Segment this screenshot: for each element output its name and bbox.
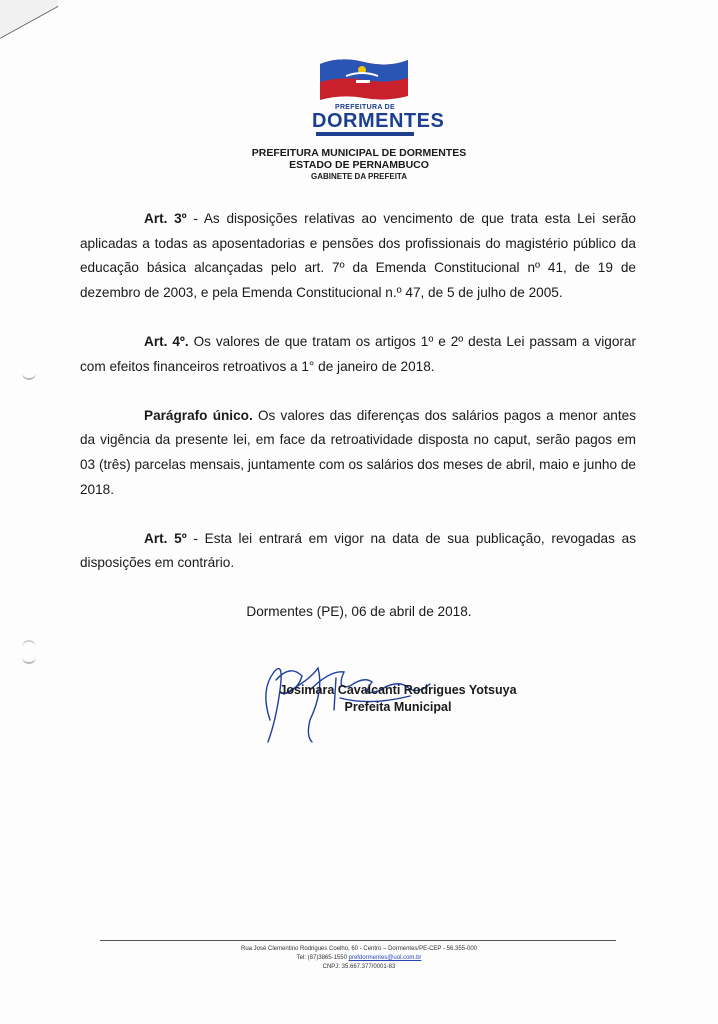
- paragrafo-unico: [80, 404, 636, 502]
- article-text: - Esta lei entrará em vigor na data de sua publicação, revogadas as disposições em contrário.: [80, 530, 636, 571]
- place-and-date: Dormentes (PE), 06 de abril de 2018.: [246, 604, 472, 619]
- footer-cnpj: CNPJ: 35.667.377/0001-83: [322, 964, 396, 970]
- article-heading: Art. 5º: [144, 530, 187, 546]
- article-heading: Art. 3º: [144, 211, 187, 226]
- footer: [0, 945, 718, 972]
- signatory-name: Josimara Cavalcanti Rodrigues Yotsuya: [279, 683, 517, 697]
- footer-divider: [100, 940, 616, 941]
- article-text: Os valores de que tratam os artigos 1º e 2º desta Lei passam a vigorar com efeitos financeiros retroativos a 1° de janeiro de 2018.: [80, 333, 636, 374]
- punch-hole-mark: [22, 652, 36, 664]
- logo-dormentes-text: DORMENTES: [312, 110, 445, 132]
- article-4: [80, 330, 636, 379]
- article-heading: Art. 4º.: [144, 333, 189, 349]
- article-text: Os valores das diferenças dos salários pagos a menor antes da vigência da presente lei, em face da retroatividade disposta no caput, serão pagos em 03 (três) parcelas mensais, juntamente com os salários dos meses de abril, maio e junho de 2018.: [80, 407, 636, 497]
- article-text: - As disposições relativas ao vencimento de que trata esta Lei serão aplicadas a todas as aposentadorias e pensões dos profissionais do magistério público da educação básica alcançadas pelo art. 7º da Emenda Constitucional nº 41, de 19 de dezembro de 2003, e pela Emenda Constitucional n.º 47, de 5 de julho de 2005.: [80, 211, 636, 300]
- logo-prefeitura-text: PREFEITURA DE: [334, 104, 396, 111]
- article-5: [80, 527, 636, 576]
- article-3: [80, 207, 636, 305]
- municipality-logo: [306, 56, 445, 136]
- logo-underline: [316, 132, 414, 136]
- pernambuco-flag-icon: [318, 56, 410, 106]
- letterhead-municipality: PREFEITURA MUNICIPAL DE DORMENTES: [251, 147, 467, 159]
- letterhead: [0, 147, 718, 182]
- document-body: [80, 207, 636, 576]
- page-corner-fold: [0, 0, 60, 40]
- signatory-role: Prefeita Municipal: [344, 700, 452, 714]
- letterhead-office: GABINETE DA PREFEITA: [310, 172, 407, 181]
- footer-tel: Tel: (87)3865-1550: [296, 955, 347, 961]
- letterhead-state: ESTADO DE PERNAMBUCO: [289, 159, 429, 171]
- signature-block: [0, 682, 718, 716]
- footer-address: Rua José Clementino Rodrigues Coelho, 60 - Centro – Dormentes/PE-CEP - 56.355-000: [240, 946, 477, 952]
- footer-contact: [0, 954, 718, 963]
- footer-email-link[interactable]: prefdormentes@uol.com.br: [348, 955, 422, 961]
- article-heading: Parágrafo único.: [144, 407, 253, 423]
- punch-hole-mark: [22, 368, 36, 380]
- punch-hole-mark: [22, 640, 36, 648]
